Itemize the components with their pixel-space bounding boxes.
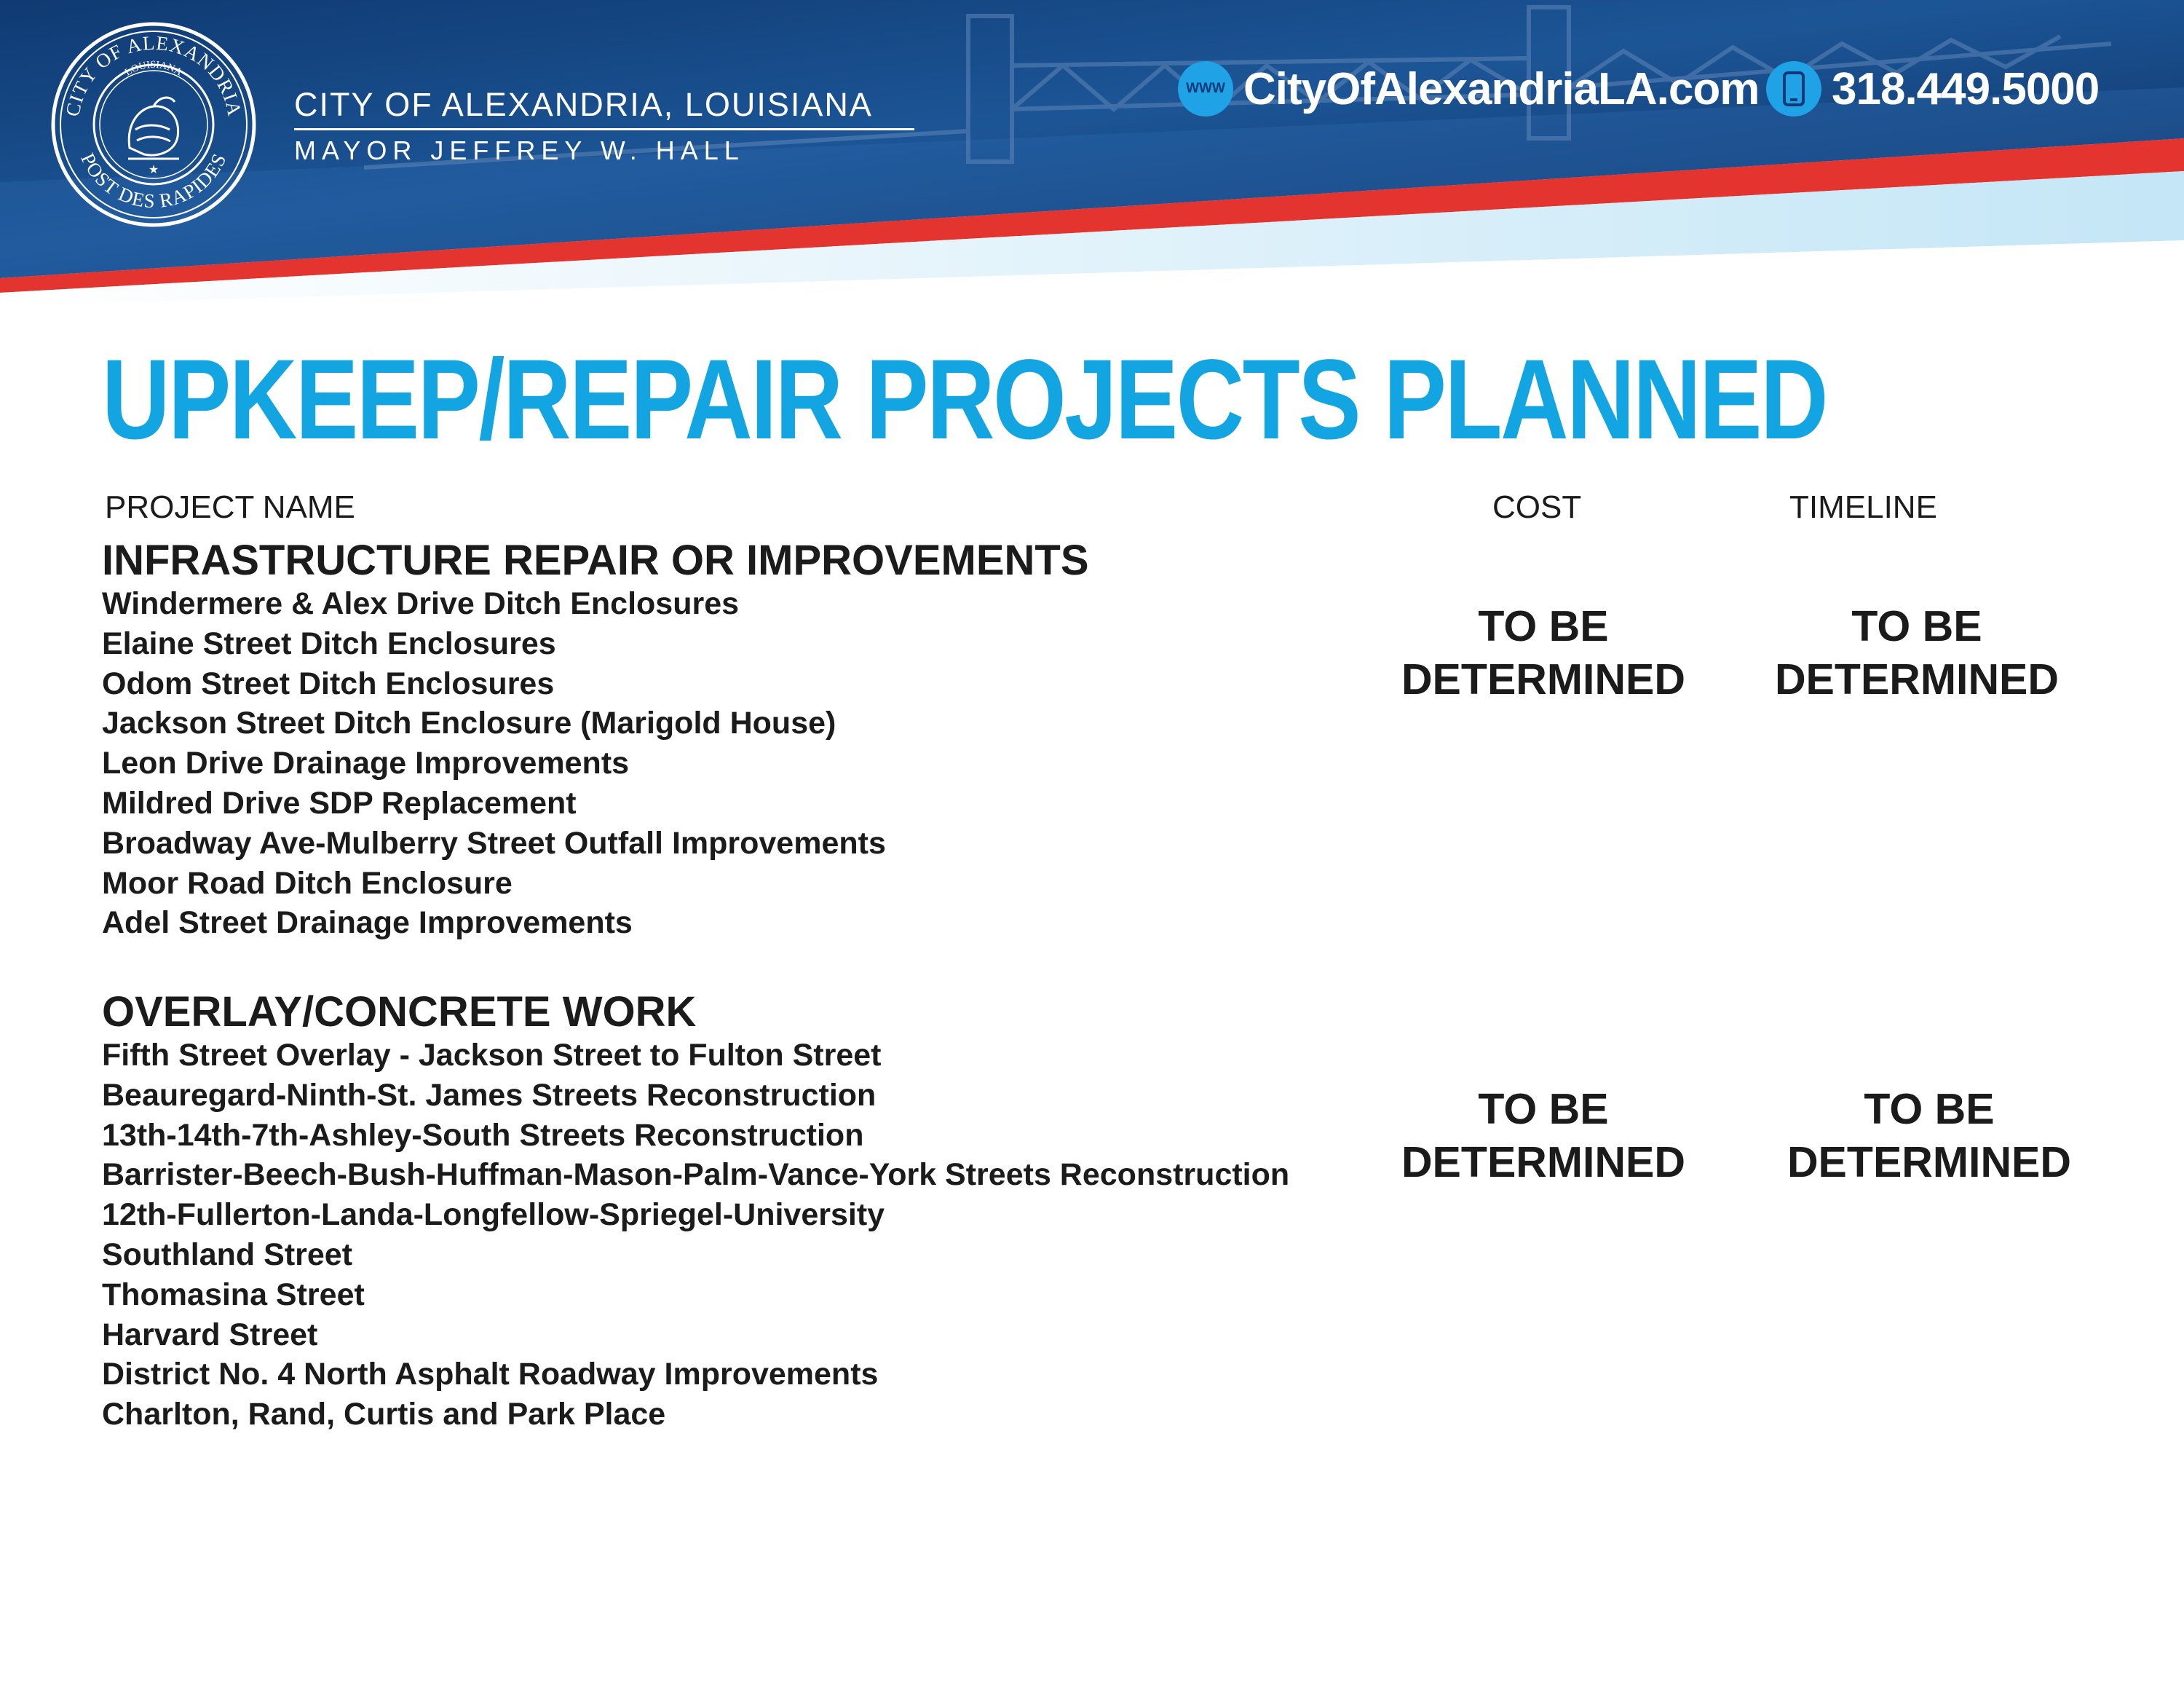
project-item: 12th-Fullerton-Landa-Longfellow-Spriegel-University — [102, 1197, 885, 1233]
project-item: Charlton, Rand, Curtis and Park Place — [102, 1397, 666, 1432]
project-item: 13th-14th-7th-Ashley-South Streets Reconstruction — [102, 1117, 864, 1153]
city-name-underline — [294, 128, 914, 130]
project-item: Fifth Street Overlay - Jackson Street to Fulton Street — [102, 1038, 882, 1073]
project-item: Jackson Street Ditch Enclosure (Marigold House) — [102, 706, 836, 741]
phone-link[interactable] — [1766, 60, 2099, 118]
phone-icon — [1766, 61, 1821, 117]
section-overlay-concrete — [102, 989, 1289, 1435]
project-item: Moor Road Ditch Enclosure — [102, 865, 513, 901]
section-heading: INFRASTRUCTURE REPAIR OR IMPROVEMENTS — [102, 537, 1089, 584]
timeline-value-overlay: TO BE DETERMINED — [1787, 1085, 2072, 1186]
project-list — [102, 584, 1089, 943]
city-name: CITY OF ALEXANDRIA, LOUISIANA — [294, 86, 873, 123]
timeline-value-infrastructure: TO BE DETERMINED — [1774, 602, 2060, 703]
project-item: Barrister-Beech-Bush-Huffman-Mason-Palm-Vance-York Streets Reconstruction — [102, 1157, 1290, 1193]
project-item: Elaine Street Ditch Enclosures — [102, 626, 556, 661]
column-header-project: PROJECT NAME — [105, 489, 355, 525]
city-seal-logo — [50, 20, 258, 229]
section-heading: OVERLAY/CONCRETE WORK — [102, 988, 697, 1036]
project-item: Beauregard-Ninth-St. James Streets Reconstruction — [102, 1077, 877, 1113]
column-header-timeline: TIMELINE — [1789, 489, 1937, 525]
cost-value-infrastructure: TO BE DETERMINED — [1401, 602, 1686, 703]
website-link[interactable] — [1178, 60, 1759, 118]
website-text[interactable]: CityOfAlexandriaLA.com — [1243, 63, 1760, 114]
project-item: District No. 4 North Asphalt Roadway Improvements — [102, 1357, 879, 1392]
mayor-name: MAYOR JEFFREY W. HALL — [294, 135, 745, 165]
svg-text:★: ★ — [148, 164, 159, 176]
project-item: Mildred Drive SDP Replacement — [102, 785, 577, 821]
svg-text:CITY OF ALEXANDRIA: CITY OF ALEXANDRIA — [61, 31, 246, 119]
globe-icon — [1178, 61, 1233, 117]
column-header-cost: COST — [1492, 489, 1582, 525]
svg-text:POST DES RAPIDES: POST DES RAPIDES — [76, 149, 231, 213]
project-list — [102, 1036, 1289, 1435]
project-item: Thomasina Street — [102, 1277, 365, 1312]
project-item: Windermere & Alex Drive Ditch Enclosures — [102, 586, 740, 621]
page-title: UPKEEP/REPAIR PROJECTS PLANNED — [102, 336, 1827, 463]
www-icon-label: WWW — [1186, 81, 1225, 96]
project-item: Odom Street Ditch Enclosures — [102, 666, 555, 701]
cost-value-overlay: TO BE DETERMINED — [1401, 1085, 1686, 1186]
svg-text:LOUISIANA: LOUISIANA — [123, 59, 184, 79]
project-item: Broadway Ave-Mulberry Street Outfall Improvements — [102, 825, 886, 861]
project-item: Leon Drive Drainage Improvements — [102, 746, 630, 781]
header-banner — [0, 0, 2184, 306]
project-item: Southland Street — [102, 1237, 353, 1272]
phone-text[interactable]: 318.449.5000 — [1832, 63, 2100, 114]
project-item: Adel Street Drainage Improvements — [102, 905, 633, 941]
project-item: Harvard Street — [102, 1317, 318, 1352]
section-infrastructure — [102, 537, 1089, 943]
